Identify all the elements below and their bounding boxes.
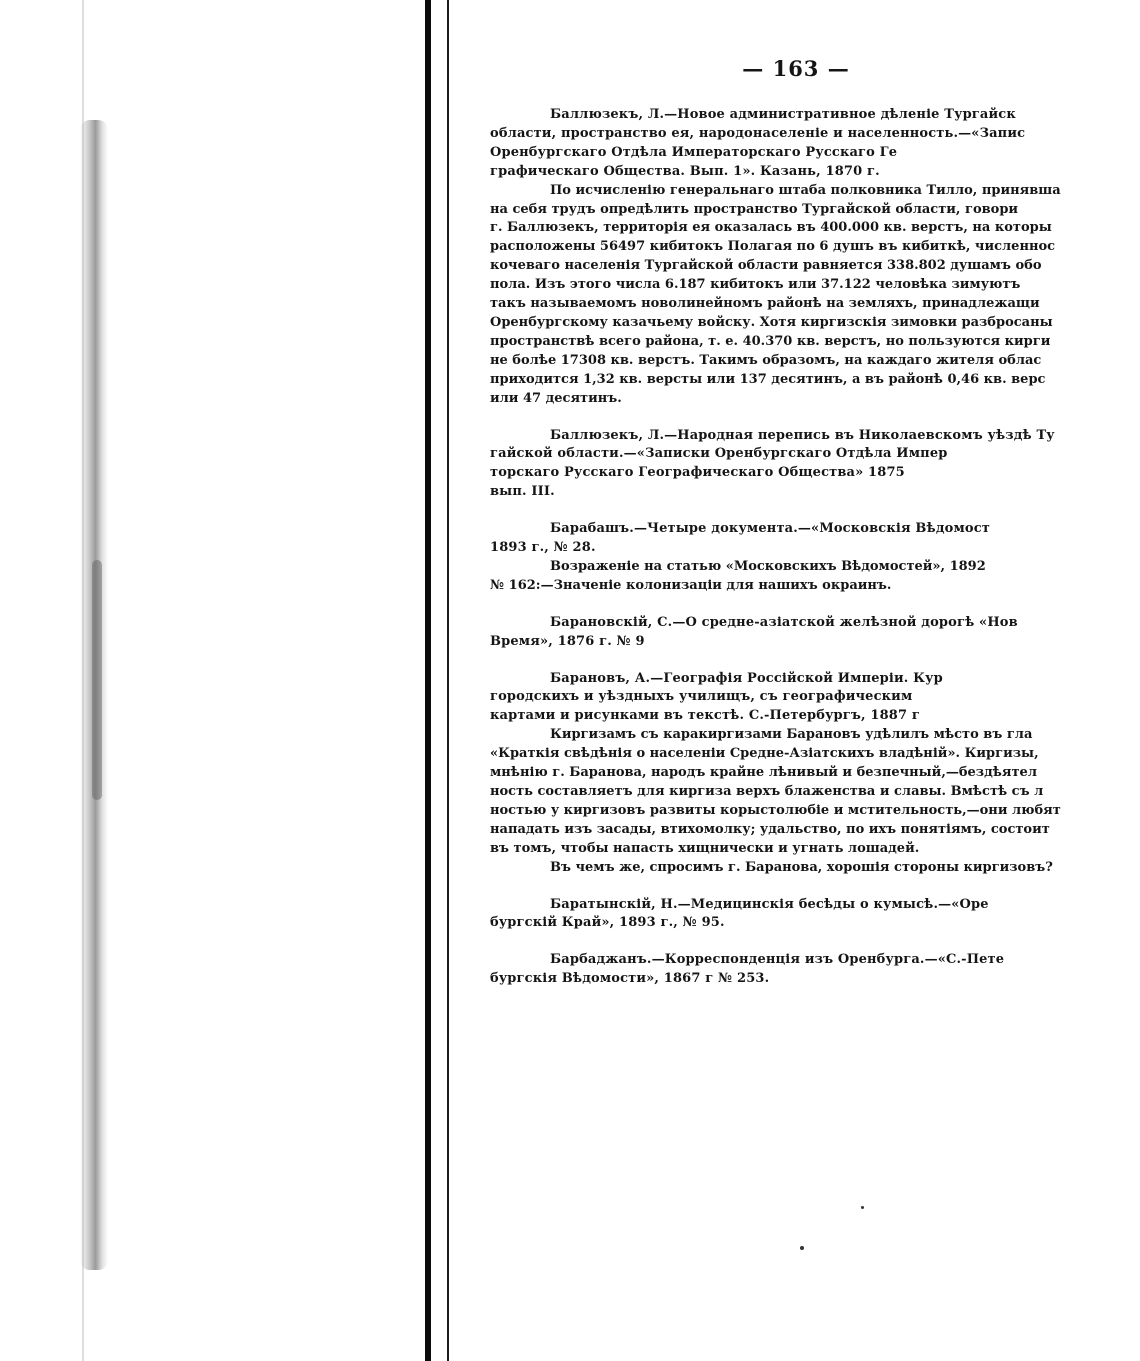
- annotation-line: пространствѣ всего района, т. е. 40.370 кв. верстъ, но пользуются кирги: [490, 333, 1051, 349]
- annotation-line: Въ чемъ же, спросимъ г. Баранова, хорошія стороны киргизовъ?: [550, 859, 1053, 875]
- bibliography-entry: [490, 106, 1140, 409]
- entry-line: картами и рисунками въ текстѣ. С.-Петербургъ, 1887 г: [490, 708, 920, 724]
- entry-line: Баллюзекъ, Л.—Народная перепись въ Николаевскомъ уѣздѣ Ту: [550, 427, 1055, 443]
- annotation-line: Киргизамъ съ каракиргизами Барановъ удѣлилъ мѣсто въ гла: [550, 727, 1033, 743]
- gutter-rule-thick: [425, 0, 431, 1361]
- annotation-line: «Краткія свѣдѣнія о населеніи Средне-Азіатскихъ владѣній». Киргизы,: [490, 746, 1039, 762]
- entry-line: графическаго Общества. Вып. 1». Казань, 1870 г.: [490, 163, 880, 179]
- annotation-line: на себя трудъ опредѣлить пространство Тургайской области, говори: [490, 201, 1019, 217]
- annotation-line: нападать изъ засады, втихомолку; удальство, по ихъ понятіямъ, состоит: [490, 821, 1050, 837]
- annotation-line: Оренбургскому казачьему войску. Хотя киргизскія зимовки разбросаны: [490, 314, 1053, 330]
- annotation-line: № 162:—Значеніе колонизаціи для нашихъ окраинъ.: [490, 577, 892, 593]
- annotation-line: Возраженіе на статью «Московскихъ Вѣдомостей», 1892: [550, 558, 986, 574]
- binding-shadow-dark: [92, 560, 102, 800]
- entry-line: Время», 1876 г. № 9: [490, 633, 645, 649]
- entry-line: гайской области.—«Записки Оренбургскаго Отдѣла Импер: [490, 446, 948, 462]
- entry-line: бургскій Край», 1893 г., № 95.: [490, 915, 725, 931]
- annotation-line: г. Баллюзекъ, территорія ея оказалась въ 400.000 кв. верстъ, на которы: [490, 220, 1052, 236]
- bibliography-entry: [490, 427, 1140, 503]
- entry-line: Барановскій, С.—О средне-азіатской желѣзной дорогѣ «Нов: [550, 614, 1018, 630]
- entry-line: Барбаджанъ.—Корреспонденція изъ Оренбурга.—«С.-Пете: [550, 952, 1005, 968]
- annotation-line: По исчисленію генеральнаго штаба полковника Тилло, принявша: [550, 182, 1061, 198]
- annotation-line: не болѣе 17308 кв. верстъ. Такимъ образомъ, на каждаго жителя облас: [490, 352, 1042, 368]
- annotation-line: ностью у киргизовъ развиты корыстолюбіе и мстительность,—они любят: [490, 802, 1061, 818]
- annotation-line: пола. Изъ этого числа 6.187 кибитокъ или 37.122 человѣка зимуютъ: [490, 277, 1021, 293]
- annotation-line: кочеваго населенія Тургайской области равняется 338.802 душамъ обо: [490, 258, 1042, 274]
- entry-line: бургскія Вѣдомости», 1867 г № 253.: [490, 971, 770, 987]
- entry-line: области, пространство ея, народонаселеніе и населенность.—«Запис: [490, 125, 1026, 141]
- scan-speck: [800, 1246, 804, 1250]
- entry-line: городскихъ и уѣздныхъ училищъ, съ географическим: [490, 689, 913, 705]
- text-page: [490, 52, 1140, 1352]
- entry-line: торскаго Русскаго Географическаго Общества» 1875: [490, 465, 905, 481]
- annotation-line: мнѣнію г. Баранова, народъ крайне лѣнивый и безпечный,—бездѣятел: [490, 765, 1037, 781]
- bibliography-entry: [490, 951, 1140, 989]
- bibliography-entries: [490, 106, 1140, 989]
- entry-line: 1893 г., № 28.: [490, 540, 596, 556]
- entry-line: Барабашъ.—Четыре документа.—«Московскія Вѣдомост: [550, 521, 991, 537]
- gutter-rule-thin: [447, 0, 449, 1361]
- entry-line: Барановъ, А.—Географія Россійской Имперіи. Кур: [550, 670, 943, 686]
- annotation-line: ность составляетъ для киргиза верхъ блаженства и славы. Вмѣстѣ съ л: [490, 784, 1044, 799]
- annotation-line: или 47 десятинъ.: [490, 390, 622, 406]
- scan-speck: [861, 1206, 864, 1209]
- entry-line: Оренбургскаго Отдѣла Императорскаго Русскаго Ге: [490, 144, 898, 160]
- entry-line: Баратынскій, Н.—Медицинскія бесѣды о кумысѣ.—«Оре: [550, 896, 989, 912]
- bibliography-entry: [490, 520, 1140, 596]
- bibliography-entry: [490, 614, 1140, 652]
- bibliography-entry: [490, 670, 1140, 878]
- bibliography-entry: [490, 896, 1140, 934]
- annotation-line: такъ называемомъ новолинейномъ районѣ на земляхъ, принадлежащи: [490, 296, 1040, 312]
- entry-line: Баллюзекъ, Л.—Новое административное дѣленіе Тургайск: [550, 107, 1016, 122]
- left-blank-page: [0, 0, 420, 1361]
- annotation-line: расположены 56497 кибитокъ Полагая по 6 душъ въ кибиткѣ, численнос: [490, 239, 1056, 255]
- entry-line: вып. III.: [490, 484, 555, 500]
- page-number: — 163 —: [742, 56, 850, 81]
- annotation-line: въ томъ, чтобы напасть хищнически и угнать лошадей.: [490, 840, 920, 856]
- annotation-line: приходится 1,32 кв. версты или 137 десятинъ, а въ районѣ 0,46 кв. верс: [490, 371, 1046, 387]
